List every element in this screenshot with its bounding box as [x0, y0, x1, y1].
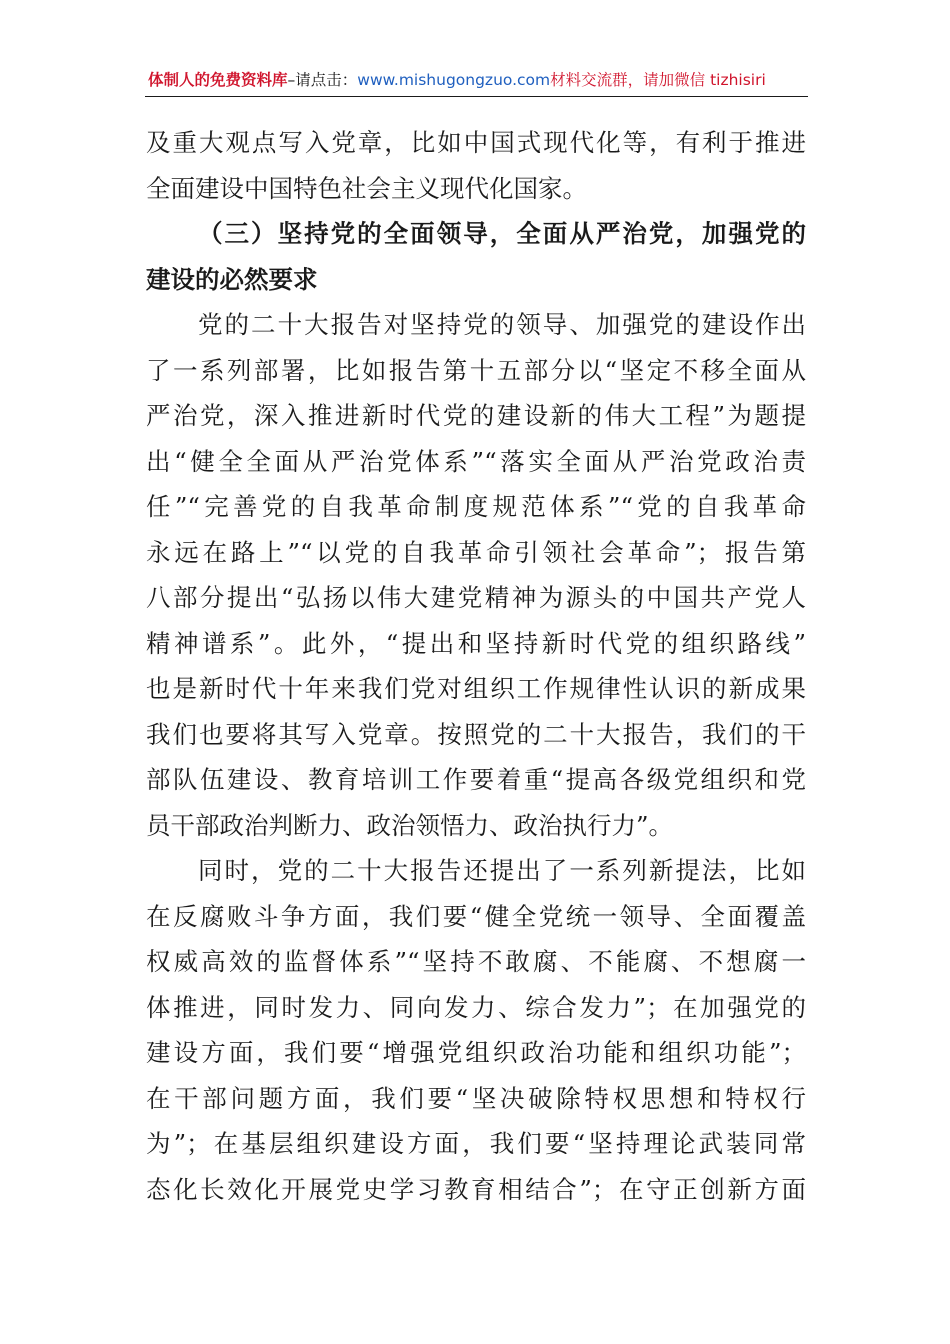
header-brand: 体制人的免费资料库	[148, 71, 288, 89]
paragraph-line: 了一系列部署，比如报告第十五部分以“坚定不移全面从	[146, 355, 806, 385]
header-prompt: –请点击：	[287, 71, 358, 89]
paragraph-line: 严治党，深入推进新时代党的建设新的伟大工程”为题提	[146, 401, 806, 430]
paragraph-line: 权威高效的监督体系”“坚持不敢腐、不能腐、不想腐一	[146, 947, 806, 976]
paragraph-line: 在干部问题方面，我们要“坚决破除特权思想和特权行	[146, 1083, 806, 1113]
paragraph-line: 部队伍建设、教育培训工作要着重“提高各级党组织和党	[146, 765, 806, 794]
header-contact: 材料交流群，请加微信 tizhisiri	[550, 71, 766, 89]
paragraph-line: 党的二十大报告对坚持党的领导、加强党的建设作出	[198, 310, 806, 339]
paragraph-line: 为”；在基层组织建设方面，我们要“坚持理论武装同常	[146, 1129, 806, 1158]
paragraph-line: 建设方面，我们要“增强党组织政治功能和组织功能”；	[146, 1038, 806, 1067]
section-heading-line: （三）坚持党的全面领导，全面从严治党，加强党的	[198, 219, 806, 248]
paragraph-line: 我们也要将其写入党章。按照党的二十大报告，我们的干	[146, 719, 806, 749]
header-divider	[145, 96, 808, 97]
section-heading-line: 建设的必然要求	[146, 264, 318, 294]
paragraph-line: 出“健全全面从严治党体系”“落实全面从严治党政治责	[146, 446, 806, 476]
paragraph-line: 精神谱系”。此外，“提出和坚持新时代党的组织路线”	[146, 628, 806, 658]
paragraph-line: 也是新时代十年来我们党对组织工作规律性认识的新成果	[146, 674, 806, 703]
header-url-link[interactable]: www.mishugongzuo.com	[357, 71, 551, 89]
paragraph-line: 永远在路上”“以党的自我革命引领社会革命”；报告第	[146, 537, 806, 567]
paragraph-line: 任”“完善党的自我革命制度规范体系”“党的自我革命	[146, 492, 806, 521]
paragraph-line: 全面建设中国特色社会主义现代化国家。	[146, 173, 587, 203]
paragraph-line: 员干部政治判断力、政治领悟力、政治执行力”。	[146, 810, 674, 840]
paragraph-line: 在反腐败斗争方面，我们要“健全党统一领导、全面覆盖	[146, 901, 806, 931]
paragraph-line: 及重大观点写入党章，比如中国式现代化等，有利于推进	[146, 128, 806, 157]
paragraph-line: 同时，党的二十大报告还提出了一系列新提法，比如	[198, 856, 806, 885]
page-header	[148, 66, 808, 94]
paragraph-line: 体推进，同时发力、同向发力、综合发力”；在加强党的	[146, 992, 806, 1022]
document-body	[146, 120, 806, 1212]
paragraph-line: 态化长效化开展党史学习教育相结合”；在守正创新方面	[146, 1174, 806, 1204]
paragraph-line: 八部分提出“弘扬以伟大建党精神为源头的中国共产党人	[146, 583, 806, 612]
